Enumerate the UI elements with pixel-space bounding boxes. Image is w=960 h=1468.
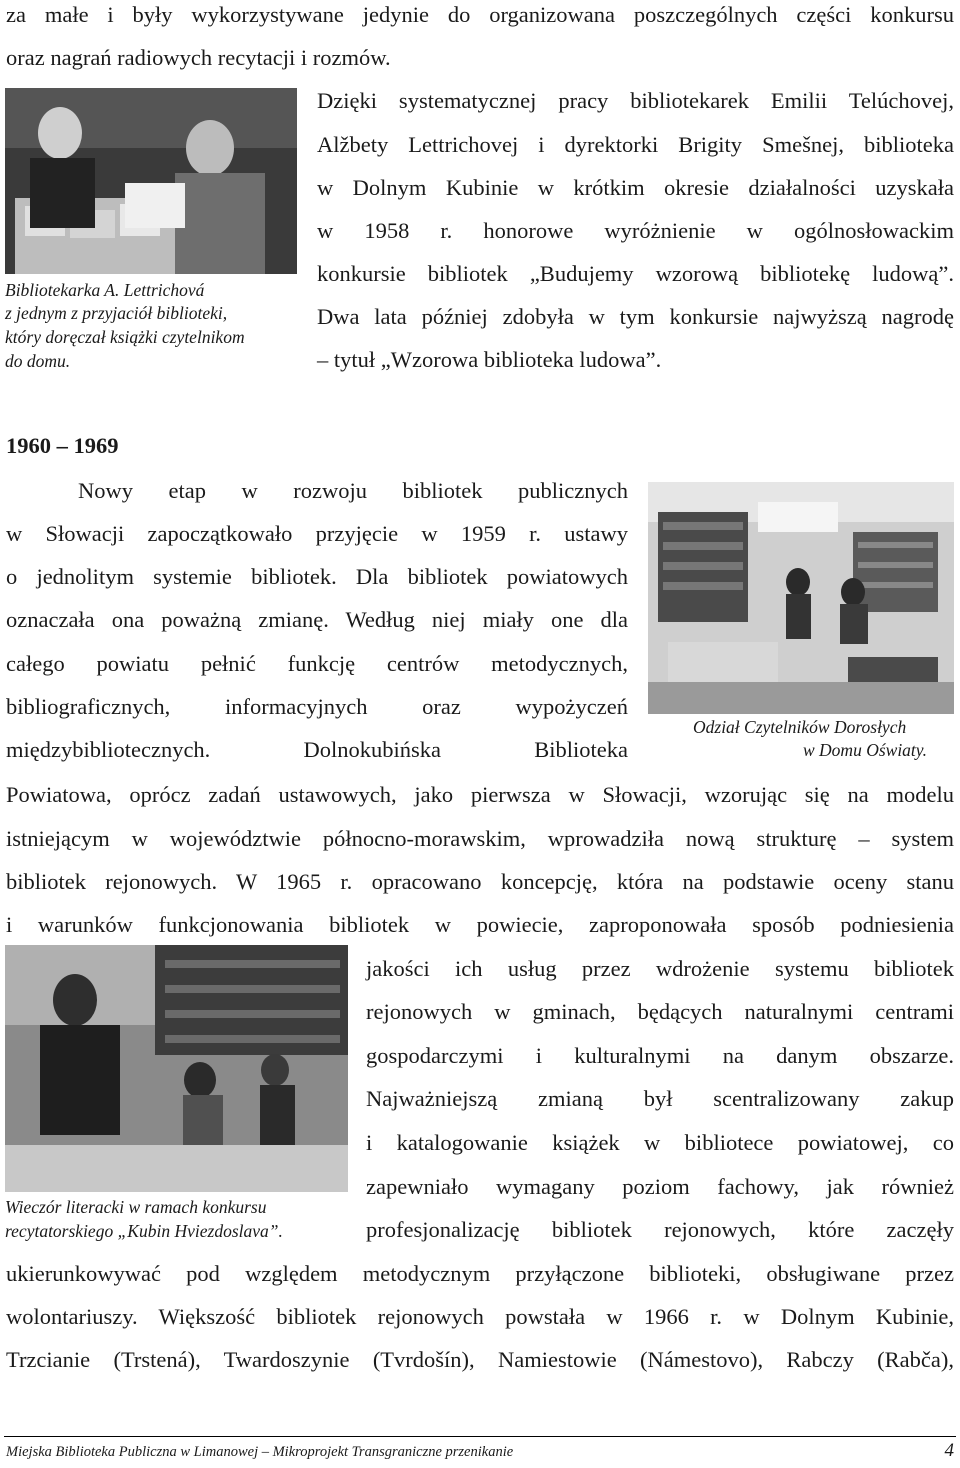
paragraph-line: międzybibliotecznych. Dolnokubińska Biblioteka bbox=[6, 737, 628, 762]
paragraph-line: Nowy etap w rozwoju bibliotek publicznych bbox=[78, 478, 628, 503]
paragraph-line: o jednolitym systemie bibliotek. Dla bibliotek powiatowych bbox=[6, 564, 628, 589]
photo-caption: który doręczał książki czytelnikom bbox=[5, 327, 245, 347]
paragraph-line: w Słowacji zapoczątkowało przyjęcie w 1959 r. ustawy bbox=[6, 521, 628, 546]
paragraph-line: i warunków funkcjonowania bibliotek w powiecie, zaproponowała sposób podniesienia bbox=[6, 912, 954, 937]
photo-caption: do domu. bbox=[5, 351, 71, 371]
paragraph-line: konkursie bibliotek „Budujemy wzorową bibliotekę ludową”. bbox=[317, 261, 954, 286]
paragraph-line: profesjonalizację bibliotek rejonowych, które zaczęły bbox=[366, 1217, 954, 1242]
paragraph-line: Alžbety Lettrichovej i dyrektorki Brigity Smešnej, biblioteka bbox=[317, 132, 954, 157]
paragraph-line: całego powiatu pełnić funkcję centrów metodycznych, bbox=[6, 651, 628, 676]
paragraph-line: Dwa lata później zdobyła w tym konkursie najwyższą nagrodę bbox=[317, 304, 954, 329]
page-number: 4 bbox=[944, 1440, 954, 1461]
photo-caption: Bibliotekarka A. Lettrichová bbox=[5, 280, 205, 300]
photo-caption: w Domu Oświaty. bbox=[803, 740, 927, 760]
paragraph-line: i katalogowanie książek w bibliotece powiatowej, co bbox=[366, 1130, 954, 1155]
photo-caption: recytatorskiego „Kubin Hviezdoslava”. bbox=[5, 1221, 283, 1241]
paragraph-line: Najważniejszą zmianą był scentralizowany zakup bbox=[366, 1086, 954, 1111]
intro-line: za małe i były wykorzystywane jedynie do organizowana poszczególnych części konkursu bbox=[6, 2, 954, 27]
literary-evening-photo bbox=[5, 945, 348, 1192]
librarian-photo bbox=[5, 88, 297, 274]
paragraph-line: – tytuł „Wzorowa biblioteka ludowa”. bbox=[317, 347, 662, 372]
paragraph-line: gospodarczymi i kulturalnymi na danym obszarze. bbox=[366, 1043, 954, 1068]
paragraph-line: Trzcianie (Trstená), Twardoszynie (Tvrdošín), Namiestowie (Námestovo), Rabczy (Rabča), bbox=[6, 1347, 954, 1372]
paragraph-line: wolontariuszy. Większość bibliotek rejonowych powstała w 1966 r. w Dolnym Kubinie, bbox=[6, 1304, 954, 1329]
paragraph-line: w 1958 r. honorowe wyróżnienie w ogólnosłowackim bbox=[317, 218, 954, 243]
page-footer: Miejska Biblioteka Publiczna w Limanowej – Mikroprojekt Transgraniczne przenikanie bbox=[6, 1444, 514, 1460]
photo-caption: Wieczór literacki w ramach konkursu bbox=[5, 1197, 267, 1217]
section-heading: 1960 – 1969 bbox=[6, 433, 119, 458]
paragraph-line: bibliotek rejonowych. W 1965 r. opracowano koncepcję, która na podstawie oceny stanu bbox=[6, 869, 954, 894]
paragraph-line: oznaczała ona poważną zmianę. Według niej miały one dla bbox=[6, 607, 628, 632]
intro-line: oraz nagrań radiowych recytacji i rozmów. bbox=[6, 45, 391, 70]
paragraph-line: ukierunkowywać pod względem metodycznym przyłączone biblioteki, obsługiwane przez bbox=[6, 1261, 954, 1286]
footer-divider bbox=[4, 1436, 956, 1437]
paragraph-line: Powiatowa, oprócz zadań ustawowych, jako pierwsza w Słowacji, wzorując się na modelu bbox=[6, 782, 954, 807]
paragraph-line: rejonowych w gminach, będących naturalnymi centrami bbox=[366, 999, 954, 1024]
paragraph-line: Dzięki systematycznej pracy bibliotekarek Emilii Telúchovej, bbox=[317, 88, 954, 113]
paragraph-line: jakości ich usług przez wdrożenie systemu bibliotek bbox=[366, 956, 954, 981]
paragraph-line: zapewniało wymagany poziom fachowy, jak również bbox=[366, 1174, 954, 1199]
reading-room-photo bbox=[648, 482, 954, 714]
paragraph-line: bibliograficznych, informacyjnych oraz wypożyczeń bbox=[6, 694, 628, 719]
paragraph-line: w Dolnym Kubinie w krótkim okresie działalności uzyskała bbox=[317, 175, 954, 200]
photo-caption: z jednym z przyjaciół biblioteki, bbox=[5, 303, 228, 323]
photo-caption: Odział Czytelników Dorosłych bbox=[693, 717, 907, 737]
paragraph-line: istniejącym w województwie północno-morawskim, wprowadziła nową strukturę – system bbox=[6, 826, 954, 851]
